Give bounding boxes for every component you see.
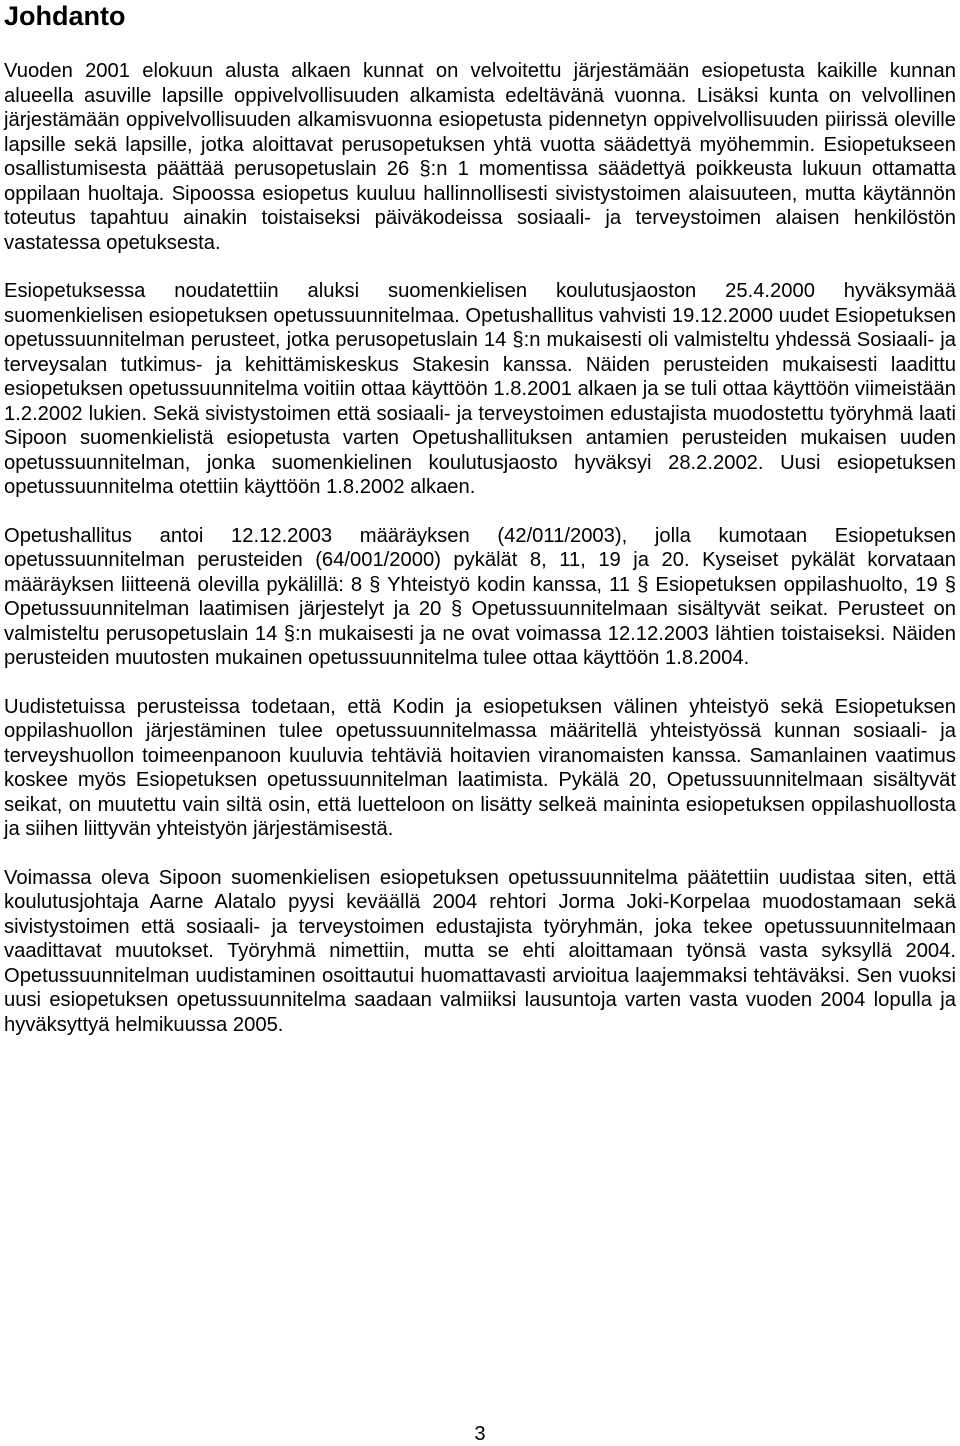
paragraph-working-group: Voimassa oleva Sipoon suomenkielisen esiopetuksen opetussuunnitelma päätettiin uudistaa siten, että koulutusjohtaja Aarne Alatalo pyysi keväällä 2004 rehtori Jorma Joki-Korpelaa muodostamaan sekä sivistystoimen että sosiaali- ja terveystoimen edustajista työryhmän, joka tekee opetussuunnitelmaan vaadittavat muutokset. Työryhmä nimettiin, mutta se ehti aloittamaan työnsä vasta syksyllä 2004. Opetussuunnitelman uudistaminen osoittautui huomattavasti arvioitua laajemmaksi tehtäväksi. Sen vuoksi uusi esiopetuksen opetussuunnitelma saadaan valmiiksi lausuntoja varten vasta vuoden 2004 lopulla ja hyväksyttyä helmikuussa 2005.	[4, 866, 956, 1036]
paragraph-curriculum-history: Esiopetuksessa noudatettiin aluksi suomenkielisen koulutusjaoston 25.4.2000 hyväksymää suomenkielisen esiopetuksen opetussuunnitelmaa. Opetushallitus vahvisti 19.12.2000 uudet Esiopetuksen opetussuunnitelman perusteet, jotka perusopetuslain 14 §:n mukaisesti oli valmisteltu yhdessä Sosiaali- ja terveysalan tutkimus- ja kehittämiskeskus Stakesin kanssa. Näiden perusteiden mukaisesti laadittu esiopetuksen opetussuunnitelma voitiin ottaa käyttöön 1.8.2001 alkaen ja se tuli ottaa käyttöön viimeistään 1.2.2002 lukien. Sekä sivistystoimen että sosiaali- ja terveystoimen edustajista muodostettu työryhmä laati Sipoon suomenkielistä esiopetusta varten Opetushallituksen antamien perusteiden mukaisen uuden opetussuunnitelman, jonka suomenkielinen koulutusjaosto hyväksyi 28.2.2002. Uusi esiopetuksen opetussuunnitelma otettiin käyttöön 1.8.2002 alkaen.	[4, 280, 956, 498]
paragraph-regulation-2003: Opetushallitus antoi 12.12.2003 määräyksen (42/011/2003), jolla kumotaan Esiopetuksen opetussuunnitelman perusteiden (64/001/2000) pykälät 8, 11, 19 ja 20. Kyseiset pykälät korvataan määräyksen liitteenä olevilla pykälillä: 8 § Yhteistyö kodin kanssa, 11 § Esiopetuksen oppilashuolto, 19 § Opetussuunnitelman laatimisen järjestelyt ja 20 § Opetussuunnitelmaan sisältyvät seikat. Perusteet on valmisteltu perusopetuslain 14 §:n mukaisesti ja ne ovat voimassa 12.12.2003 lähtien toistaiseksi. Näiden perusteiden muutosten mukainen opetussuunnitelma tulee ottaa käyttöön 1.8.2004.	[4, 524, 956, 669]
paragraph-updated-basis: Uudistetuissa perusteissa todetaan, että Kodin ja esiopetuksen välinen yhteistyö sekä Esiopetuksen oppilashuollon järjestäminen tulee opetussuunnitelmassa määritellä yhteistyössä kunnan sosiaali- ja terveyshuollon toimeenpanoon kuuluvia tehtäviä hoitavien viranomaisten kanssa. Samanlainen vaatimus koskee myös Esiopetuksen opetussuunnitelman laatimista. Pykälä 20, Opetussuunnitelmaan sisältyvät seikat, on muutettu vain siltä osin, että luetteloon on lisätty selkeä maininta esiopetuksen oppilashuollosta ja siihen liittyvän yhteistyön järjestämisestä.	[4, 695, 956, 840]
document-page	[4, 0, 956, 1037]
section-heading: Johdanto	[4, 1, 126, 31]
paragraph-introduction: Vuoden 2001 elokuun alusta alkaen kunnat on velvoitettu järjestämään esiopetusta kaikille kunnan alueella asuville lapsille oppivelvollisuuden alkamista edeltävänä vuonna. Lisäksi kunta on velvollinen järjestämään oppivelvollisuuden alkamisvuonna esiopetusta pidennetyn oppivelvollisuuden piirissä oleville lapsille sekä lapsille, jotka aloittavat perusopetuksen yhtä vuotta säädettyä myöhemmin. Esiopetukseen osallistumisesta päättää perusopetuslain 26 §:n 1 momentissa säädettyä poikkeusta lukuun ottamatta oppilaan huoltaja. Sipoossa esiopetus kuuluu hallinnollisesti sivistystoimen alaisuuteen, mutta käytännön toteutus tapahtuu ainakin toistaiseksi päiväkodeissa sosiaali- ja terveystoimen alaisen henkilöstön vastatessa opetuksesta.	[4, 60, 956, 254]
page-number: 3	[474, 1423, 486, 1445]
